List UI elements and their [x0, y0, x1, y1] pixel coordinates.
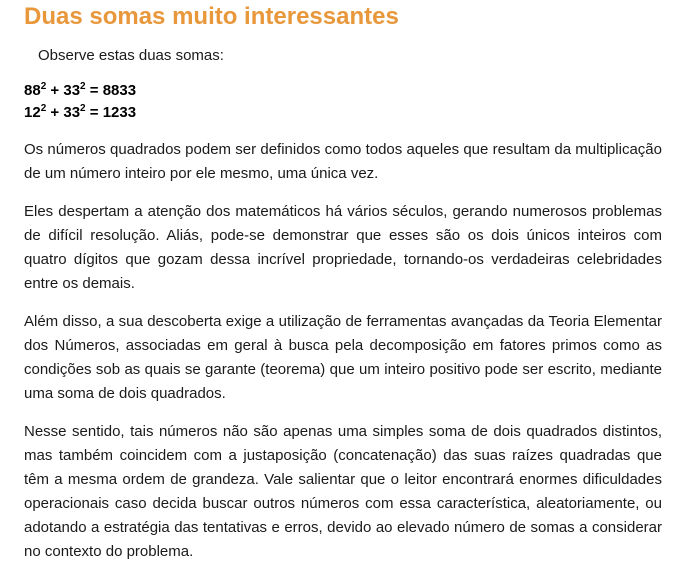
article-title: Duas somas muito interessantes [24, 3, 399, 30]
paragraph-1: Os números quadrados podem ser definidos como todos aqueles que resultam da multiplicação de um número inteiro por ele mesmo, uma única vez. [24, 141, 662, 182]
equation-1 [24, 80, 662, 102]
equation-1-exp2: 2 [80, 81, 86, 92]
equation-1-base2: 33 [63, 82, 81, 99]
equation-1-base1: 88 [24, 82, 41, 99]
equation-2-exp2: 2 [80, 103, 86, 114]
paragraph-2: Eles despertam a atenção dos matemáticos há vários séculos, gerando numerosos problemas de difícil resolução. Aliás, pode-se demonstrar que esses são os dois únicos inteiros com quatro dígitos que gozam dessa incrível propriedade, tornando-os verdadeiras celebridades entre os demais. [24, 203, 662, 292]
equation-1-exp1: 2 [40, 81, 47, 92]
equations [24, 80, 662, 124]
equation-2-plus: + [46, 104, 64, 121]
paragraph-4: Nesse sentido, tais números não são apenas uma simples soma de dois quadrados distintos, mas também coincidem com a justaposição (concatenação) das suas raízes quadradas que têm a mesma ordem de grandeza. Vale salientar que o leitor encontrará enormes dificuldades operacionais caso decida buscar outros números com essa característica, aleatoriamente, ou adotando a estratégia das tentativas e erros, devido ao elevado número de somas a considerar no contexto do problema. [24, 423, 662, 560]
equation-2-base1: 12 [24, 104, 41, 121]
equation-2-base2: 33 [63, 104, 81, 121]
intro-text: Observe estas duas somas: [38, 47, 224, 64]
equation-2 [24, 102, 662, 124]
equation-2-result: = 1233 [85, 104, 137, 121]
equation-1-result: = 8833 [85, 82, 137, 99]
equation-1-plus: + [46, 82, 64, 99]
paragraph-3: Além disso, a sua descoberta exige a utilização de ferramentas avançadas da Teoria Elementar dos Números, associadas em geral à busca pela decomposição em fatores primos como as condições sob as quais se garante (teorema) que um inteiro positivo pode ser escrito, mediante uma soma de dois quadrados. [24, 313, 662, 402]
article [24, 0, 662, 564]
equation-2-exp1: 2 [40, 103, 47, 114]
